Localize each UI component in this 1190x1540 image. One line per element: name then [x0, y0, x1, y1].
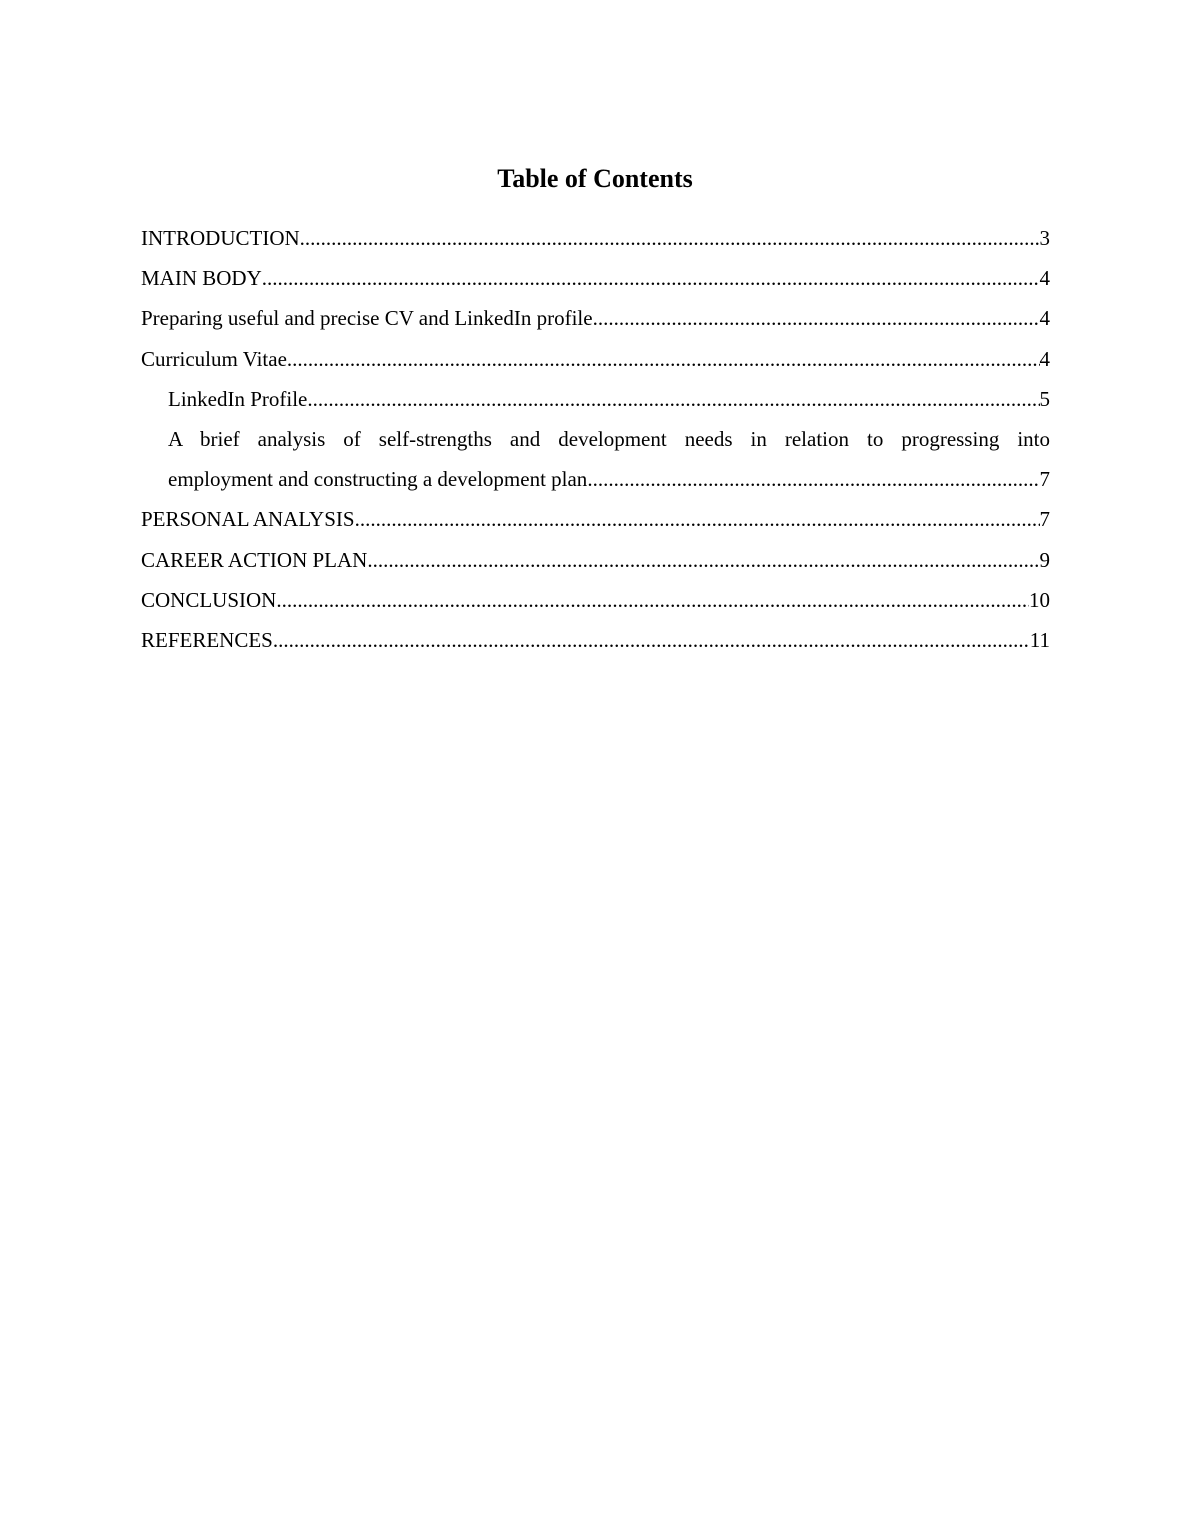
toc-entry-introduction[interactable] — [141, 218, 1050, 258]
toc-entry-linkedin-profile[interactable] — [141, 379, 1050, 419]
toc-entry-page: 4 — [1039, 266, 1050, 291]
dot-leader — [593, 298, 1040, 338]
toc-entry-brief-analysis[interactable] — [141, 419, 1050, 499]
dot-leader — [287, 339, 1040, 379]
toc-entry-label-line1: A brief analysis of self-strengths and development needs in relation to progressing into — [168, 426, 1050, 451]
toc-entry-conclusion[interactable] — [141, 580, 1050, 620]
dot-leader — [307, 379, 1039, 419]
toc-entry-page: 5 — [1039, 386, 1050, 411]
toc-entry-label: PERSONAL ANALYSIS — [141, 507, 355, 532]
toc-entry-curriculum-vitae[interactable] — [141, 339, 1050, 379]
toc-entry-label: LinkedIn Profile — [168, 386, 308, 411]
dot-leader — [300, 218, 1040, 258]
toc-entry-label: REFERENCES — [141, 627, 273, 652]
toc-entry-page: 9 — [1039, 547, 1050, 572]
toc-title: Table of Contents — [497, 164, 693, 193]
toc-entry-career-action-plan[interactable] — [141, 540, 1050, 580]
dot-leader — [367, 540, 1039, 580]
dot-leader — [276, 580, 1029, 620]
toc-entry-label: CONCLUSION — [141, 587, 277, 612]
toc-entry-page: 7 — [1039, 467, 1050, 492]
toc-entry-page: 10 — [1029, 587, 1050, 612]
toc-entry-page: 4 — [1039, 346, 1050, 371]
toc-entry-references[interactable] — [141, 620, 1050, 660]
toc-entry-label: Preparing useful and precise CV and LinkedIn profile — [141, 306, 593, 331]
table-of-contents — [141, 218, 1050, 660]
toc-entry-label-line2: employment and constructing a development plan — [168, 467, 588, 492]
toc-entry-label: Curriculum Vitae — [141, 346, 287, 371]
toc-entry-page: 7 — [1039, 507, 1050, 532]
toc-entry-main-body[interactable] — [141, 258, 1050, 298]
dot-leader — [587, 459, 1039, 499]
toc-entry-personal-analysis[interactable] — [141, 499, 1050, 539]
dot-leader — [262, 258, 1040, 298]
toc-entry-preparing-cv[interactable] — [141, 298, 1050, 338]
dot-leader — [355, 499, 1040, 539]
toc-entry-label: CAREER ACTION PLAN — [141, 547, 368, 572]
toc-entry-label: INTRODUCTION — [141, 226, 300, 250]
toc-entry-label: MAIN BODY — [141, 266, 262, 291]
toc-entry-page: 11 — [1029, 627, 1050, 652]
dot-leader — [273, 620, 1030, 660]
toc-entry-page: 4 — [1039, 306, 1050, 331]
toc-entry-page: 3 — [1039, 226, 1050, 250]
